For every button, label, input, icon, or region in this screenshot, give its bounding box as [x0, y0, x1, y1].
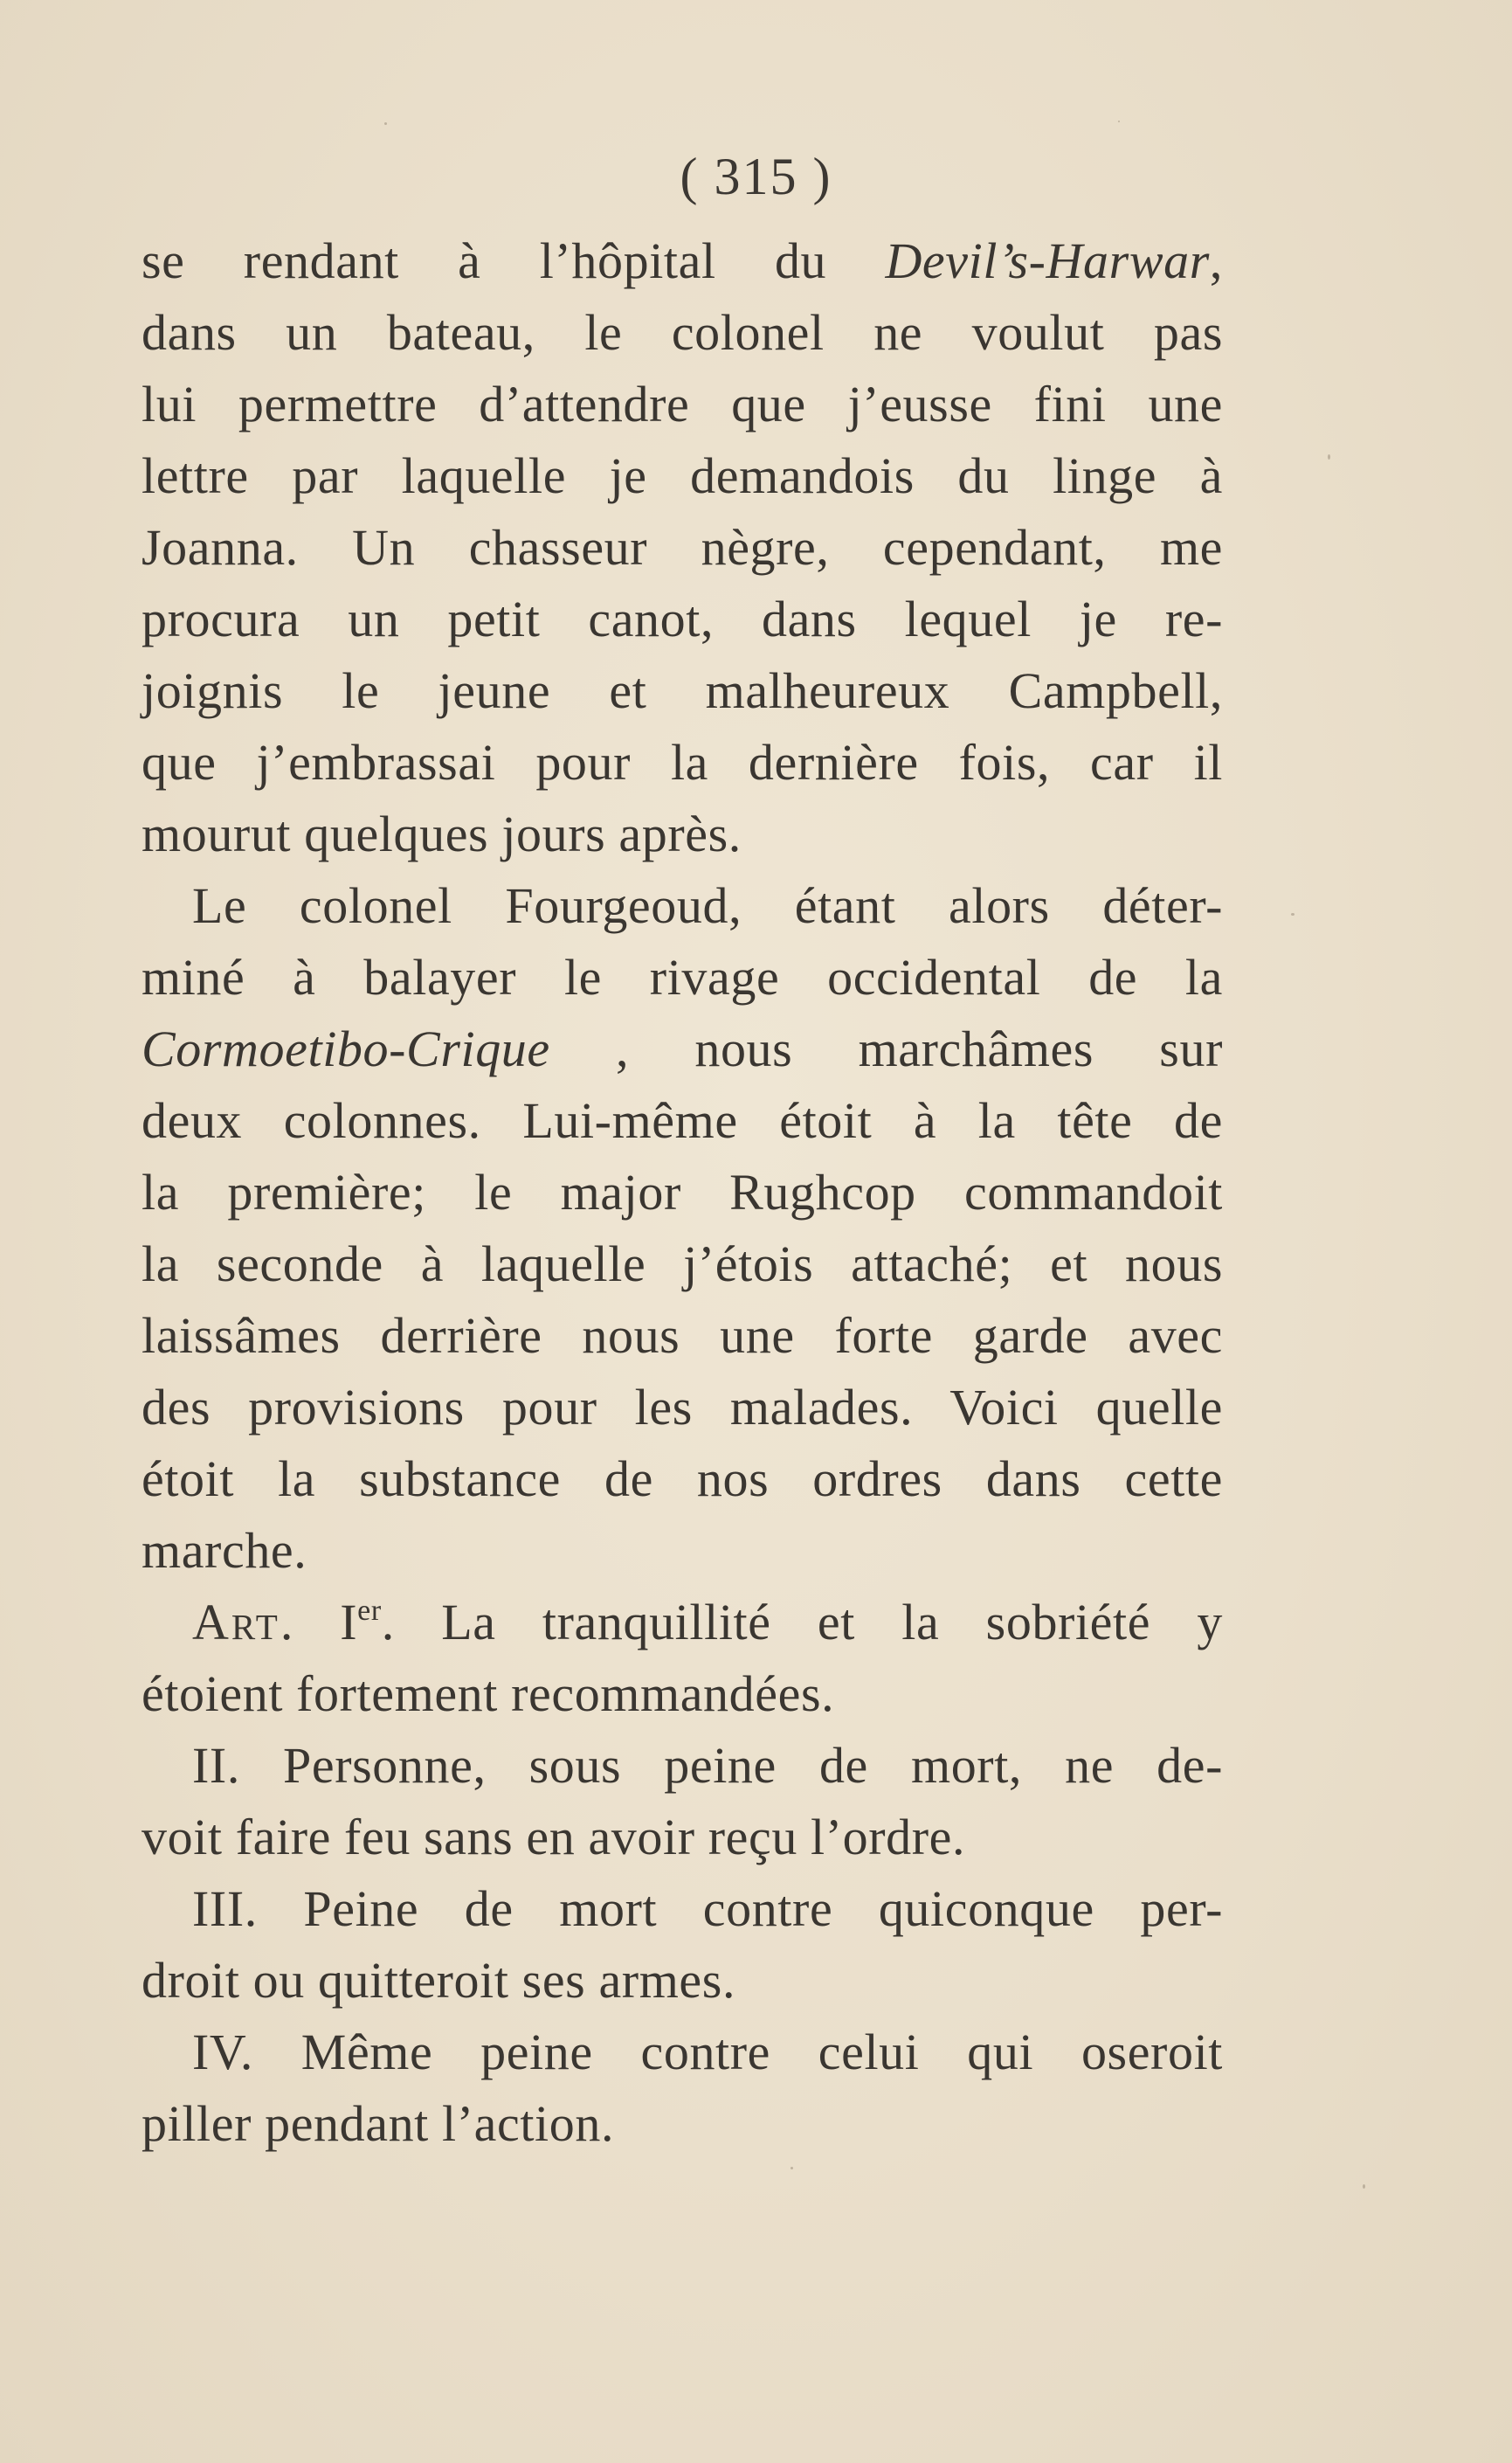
text-line	[142, 2017, 1223, 2088]
text-run: ,	[1209, 232, 1223, 289]
paper-speck	[1291, 913, 1295, 916]
text-run: des provisions pour les malades. Voici quelle	[142, 1379, 1223, 1436]
text-line	[142, 512, 1223, 584]
text-line	[142, 1300, 1223, 1372]
text-run: Le colonel Fourgeoud, étant alors déter-	[192, 877, 1223, 934]
paper-speck	[384, 122, 387, 125]
paper-speck	[791, 2167, 793, 2169]
text-line	[142, 1945, 1223, 2017]
text-line	[142, 2088, 1223, 2160]
text-line	[142, 225, 1223, 297]
text-line	[142, 1873, 1223, 1945]
text-run: II. Personne, sous peine de mort, ne de-	[192, 1737, 1223, 1794]
text-line	[142, 369, 1223, 440]
text-run: la seconde à laquelle j’étois attaché; et nous	[142, 1235, 1223, 1292]
superscript: er	[357, 1595, 382, 1627]
text-line	[142, 1443, 1223, 1515]
text-line	[142, 1228, 1223, 1300]
text-line	[142, 655, 1223, 727]
text-run: étoit la substance de nos ordres dans cette	[142, 1450, 1223, 1507]
text-line	[142, 1515, 1223, 1587]
text-line	[142, 440, 1223, 512]
text-run: lui permettre d’attendre que j’eusse fini une	[142, 376, 1223, 432]
text-run: III. Peine de mort contre quiconque per-	[192, 1880, 1223, 1937]
text-run: se rendant à l’hôpital du	[142, 232, 886, 289]
text-run: joignis le jeune et malheureux Campbell,	[142, 662, 1223, 719]
text-line	[142, 584, 1223, 655]
text-run: . I	[280, 1594, 358, 1650]
text-run: deux colonnes. Lui-même étoit à la tête de	[142, 1092, 1223, 1149]
text-line	[142, 727, 1223, 799]
text-run: piller pendant l’action.	[142, 2095, 615, 2152]
text-run: dans un bateau, le colonel ne voulut pas	[142, 304, 1223, 361]
text-run: . La tranquillité et la sobriété y	[381, 1594, 1223, 1650]
text-run: laissâmes derrière nous une forte garde avec	[142, 1307, 1223, 1364]
text-run: Joanna. Un chasseur nègre, cependant, me	[142, 519, 1223, 576]
text-run: droit ou quitteroit ses armes.	[142, 1952, 736, 2009]
text-run: mourut quelques jours après.	[142, 806, 742, 862]
paper-speck	[1363, 2184, 1365, 2189]
text-line	[142, 1802, 1223, 1873]
text-run: étoient fortement recommandées.	[142, 1665, 835, 1722]
italic-text: Devil’s-Harwar	[885, 232, 1210, 289]
text-run: que j’embrassai pour la dernière fois, car il	[142, 734, 1223, 791]
text-line	[142, 1085, 1223, 1157]
text-line	[142, 870, 1223, 942]
body-text	[142, 225, 1223, 2160]
text-run: lettre par laquelle je demandois du linge à	[142, 447, 1223, 504]
text-run: , nous marchâmes sur	[549, 1020, 1223, 1077]
text-line	[142, 1658, 1223, 1730]
text-run: la première; le major Rughcop commandoit	[142, 1164, 1223, 1221]
page-number: ( 315 )	[680, 148, 832, 205]
text-line	[142, 1587, 1223, 1658]
paper-speck	[1118, 121, 1120, 122]
text-run: procura un petit canot, dans lequel je re-	[142, 591, 1223, 647]
italic-text: Cormoetibo-Crique	[142, 1020, 550, 1077]
text-run: Art	[192, 1594, 280, 1650]
text-line	[142, 297, 1223, 369]
text-run: miné à balayer le rivage occidental de la	[142, 949, 1223, 1006]
text-run: voit faire feu sans en avoir reçu l’ordre.	[142, 1809, 966, 1865]
text-line	[142, 799, 1223, 870]
text-line	[142, 942, 1223, 1014]
text-line	[142, 1014, 1223, 1085]
paper-speck	[1328, 454, 1330, 460]
text-line	[142, 1157, 1223, 1228]
text-run: marche.	[142, 1522, 307, 1579]
text-run: IV. Même peine contre celui qui oseroit	[192, 2024, 1223, 2080]
text-line	[142, 1372, 1223, 1443]
text-line	[142, 1730, 1223, 1802]
